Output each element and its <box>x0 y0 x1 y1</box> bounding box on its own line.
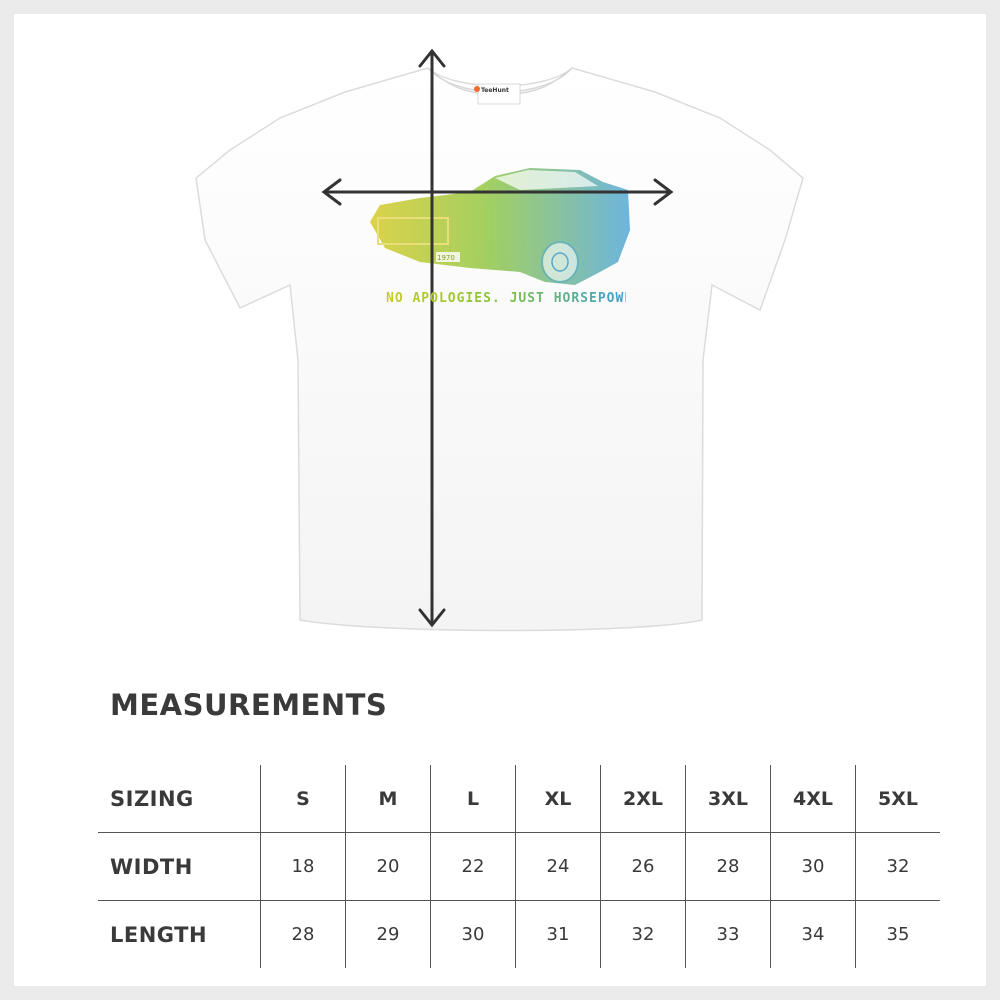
size-2xl-header: 2XL <box>601 765 686 833</box>
width-m-cell: 20 <box>346 833 431 901</box>
width-3xl-cell: 28 <box>686 833 771 901</box>
width-l-cell: 22 <box>431 833 516 901</box>
size-xl-header: XL <box>516 765 601 833</box>
length-row <box>98 901 940 969</box>
length-label: LENGTH <box>98 901 261 969</box>
size-4xl-header: 4XL <box>771 765 856 833</box>
width-xl-cell: 24 <box>516 833 601 901</box>
length-xl-cell: 31 <box>516 901 601 969</box>
shirt-slogan: NO APOLOGIES. JUST HORSEPOWER. <box>386 291 651 306</box>
measurements-heading: MEASUREMENTS <box>110 688 388 722</box>
width-row <box>98 833 940 901</box>
width-label: WIDTH <box>98 833 261 901</box>
size-m-header: M <box>346 765 431 833</box>
length-5xl-cell: 35 <box>856 901 941 969</box>
width-2xl-cell: 26 <box>601 833 686 901</box>
width-4xl-cell: 30 <box>771 833 856 901</box>
sizing-header: SIZING <box>110 786 194 811</box>
width-5xl-cell: 32 <box>856 833 941 901</box>
length-3xl-cell: 33 <box>686 901 771 969</box>
tshirt-body <box>196 68 803 631</box>
length-l-cell: 30 <box>431 901 516 969</box>
width-s-cell: 18 <box>261 833 346 901</box>
label-logo-icon <box>474 86 480 92</box>
length-2xl-cell: 32 <box>601 901 686 969</box>
car-year-tag: 1970 <box>437 254 455 262</box>
size-chart-table <box>98 765 940 968</box>
size-3xl-header: 3XL <box>686 765 771 833</box>
length-s-cell: 28 <box>261 901 346 969</box>
length-m-cell: 29 <box>346 901 431 969</box>
size-s-header: S <box>261 765 346 833</box>
size-header-row <box>98 765 940 833</box>
size-5xl-header: 5XL <box>856 765 941 833</box>
neck-label-brand: TeeHunt <box>481 87 509 94</box>
size-l-header: L <box>431 765 516 833</box>
length-4xl-cell: 34 <box>771 901 856 969</box>
